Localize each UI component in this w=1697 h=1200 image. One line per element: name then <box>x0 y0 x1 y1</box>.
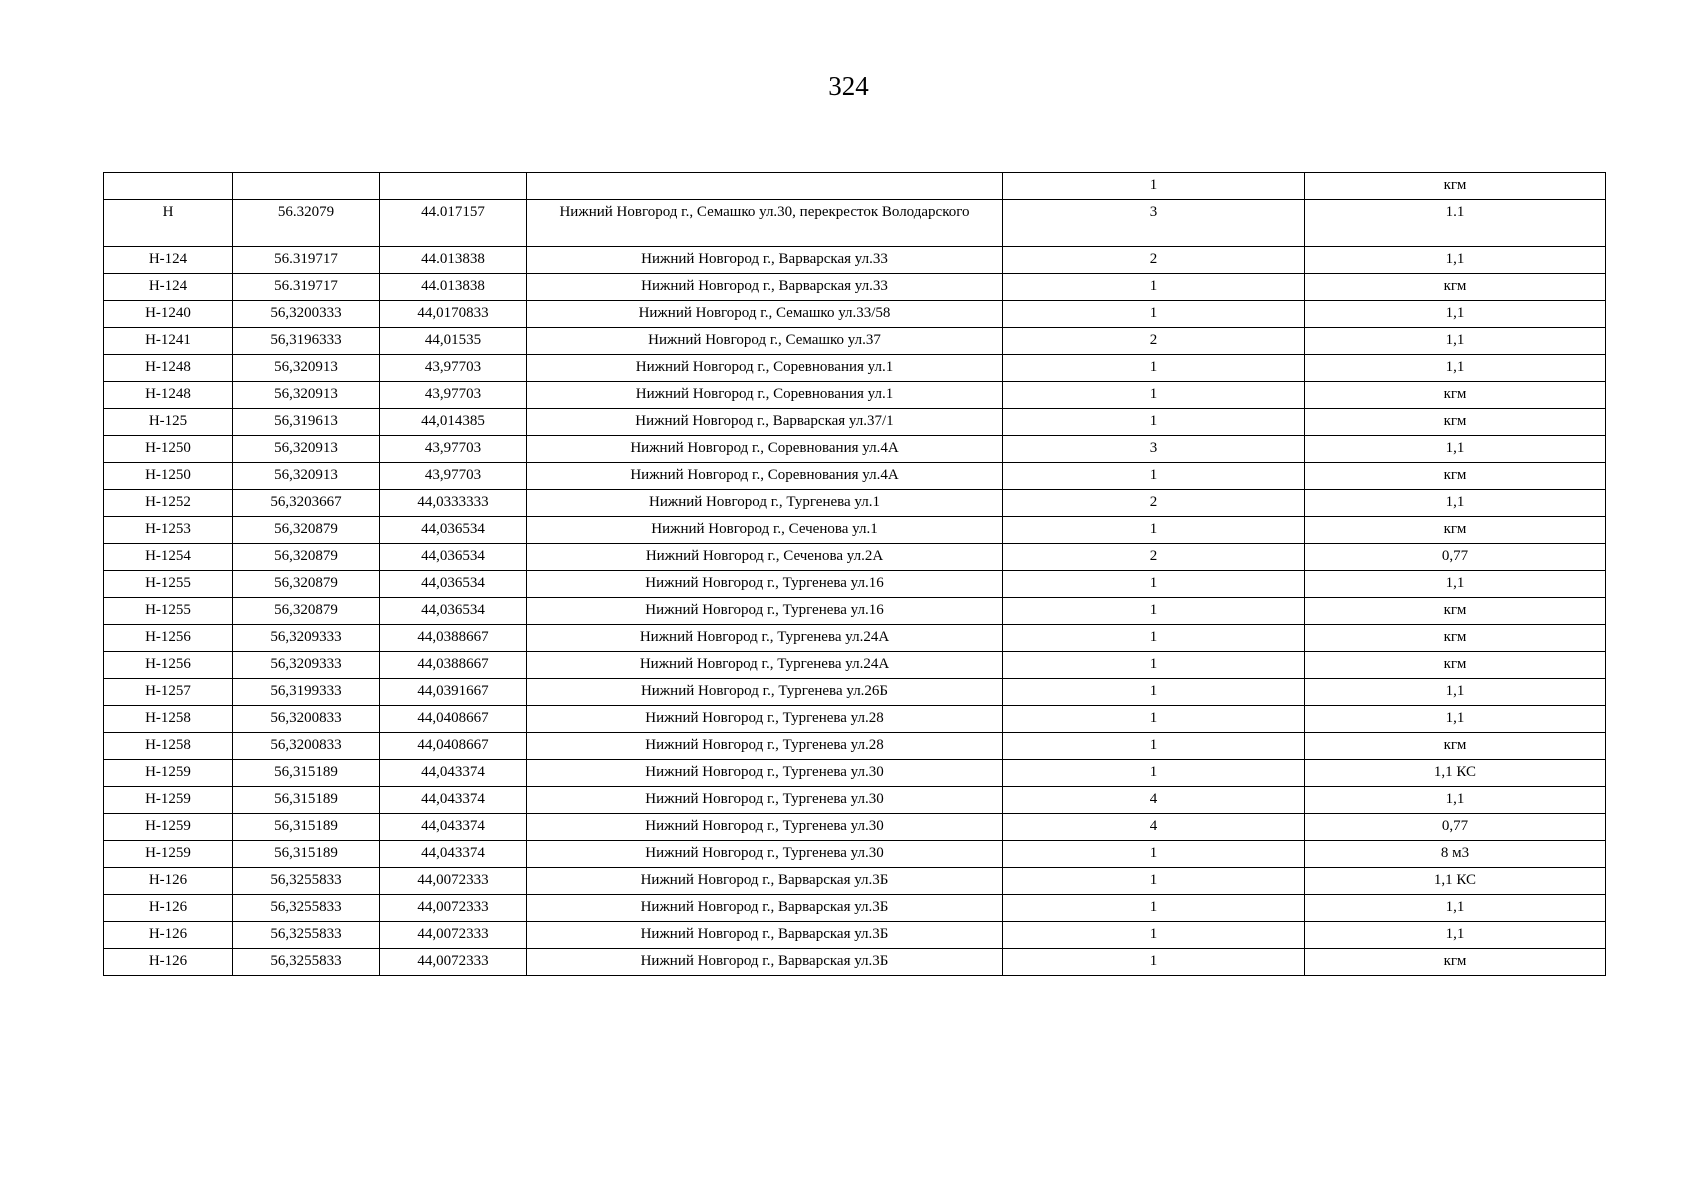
count-cell: 1 <box>1003 409 1305 436</box>
point-id-cell: Н-126 <box>104 895 233 922</box>
volume-cell: 1,1 <box>1305 706 1606 733</box>
count-cell: 1 <box>1003 706 1305 733</box>
address-cell: Нижний Новгород г., Семашко ул.33/58 <box>527 301 1003 328</box>
volume-cell: 1,1 <box>1305 328 1606 355</box>
longitude-cell: 44,036534 <box>380 517 527 544</box>
longitude-cell: 44,036534 <box>380 598 527 625</box>
address-cell: Нижний Новгород г., Тургенева ул.26Б <box>527 679 1003 706</box>
longitude-cell: 44,0170833 <box>380 301 527 328</box>
table-row <box>104 544 1606 571</box>
count-cell: 1 <box>1003 868 1305 895</box>
volume-cell: 8 м3 <box>1305 841 1606 868</box>
volume-cell: 1,1 <box>1305 571 1606 598</box>
longitude-cell <box>380 173 527 200</box>
count-cell: 1 <box>1003 625 1305 652</box>
point-id-cell: Н-1248 <box>104 355 233 382</box>
point-id-cell: Н-1259 <box>104 787 233 814</box>
latitude-cell: 56,320879 <box>233 571 380 598</box>
point-id-cell: Н-1255 <box>104 598 233 625</box>
volume-cell: 1,1 КС <box>1305 868 1606 895</box>
address-cell: Нижний Новгород г., Сеченова ул.2А <box>527 544 1003 571</box>
point-id-cell: Н-1256 <box>104 652 233 679</box>
address-cell: Нижний Новгород г., Тургенева ул.28 <box>527 733 1003 760</box>
table-row <box>104 382 1606 409</box>
point-id-cell: Н-1240 <box>104 301 233 328</box>
point-id-cell: Н-1241 <box>104 328 233 355</box>
count-cell: 1 <box>1003 733 1305 760</box>
volume-cell: кгм <box>1305 652 1606 679</box>
longitude-cell: 44,0072333 <box>380 949 527 976</box>
latitude-cell: 56,3255833 <box>233 868 380 895</box>
longitude-cell: 44,01535 <box>380 328 527 355</box>
count-cell: 2 <box>1003 544 1305 571</box>
address-cell: Нижний Новгород г., Варварская ул.3Б <box>527 895 1003 922</box>
count-cell: 2 <box>1003 247 1305 274</box>
latitude-cell: 56,3255833 <box>233 895 380 922</box>
volume-cell: кгм <box>1305 625 1606 652</box>
page-number: 324 <box>828 71 869 101</box>
point-id-cell: Н <box>104 200 233 247</box>
address-cell: Нижний Новгород г., Соревнования ул.1 <box>527 382 1003 409</box>
table-row <box>104 247 1606 274</box>
table-row <box>104 173 1606 200</box>
point-id-cell: Н-1258 <box>104 733 233 760</box>
longitude-cell: 44,0388667 <box>380 625 527 652</box>
volume-cell: 1,1 КС <box>1305 760 1606 787</box>
count-cell: 1 <box>1003 274 1305 301</box>
latitude-cell: 56,3209333 <box>233 652 380 679</box>
address-cell: Нижний Новгород г., Тургенева ул.30 <box>527 760 1003 787</box>
count-cell: 2 <box>1003 328 1305 355</box>
longitude-cell: 44,036534 <box>380 544 527 571</box>
point-id-cell: Н-1259 <box>104 814 233 841</box>
volume-cell: 0,77 <box>1305 544 1606 571</box>
address-cell: Нижний Новгород г., Тургенева ул.1 <box>527 490 1003 517</box>
longitude-cell: 43,97703 <box>380 463 527 490</box>
table-row <box>104 598 1606 625</box>
count-cell: 4 <box>1003 814 1305 841</box>
table-row <box>104 922 1606 949</box>
point-id-cell: Н-126 <box>104 868 233 895</box>
table-row <box>104 301 1606 328</box>
longitude-cell: 44,0072333 <box>380 895 527 922</box>
count-cell: 1 <box>1003 679 1305 706</box>
longitude-cell: 44.013838 <box>380 247 527 274</box>
count-cell: 1 <box>1003 173 1305 200</box>
table-row <box>104 436 1606 463</box>
address-cell: Нижний Новгород г., Тургенева ул.16 <box>527 598 1003 625</box>
table-row <box>104 787 1606 814</box>
count-cell: 3 <box>1003 436 1305 463</box>
volume-cell: кгм <box>1305 274 1606 301</box>
address-cell: Нижний Новгород г., Варварская ул.33 <box>527 274 1003 301</box>
volume-cell: кгм <box>1305 463 1606 490</box>
count-cell: 1 <box>1003 517 1305 544</box>
count-cell: 1 <box>1003 895 1305 922</box>
table-row <box>104 409 1606 436</box>
volume-cell: 1,1 <box>1305 247 1606 274</box>
point-id-cell: Н-126 <box>104 949 233 976</box>
address-cell: Нижний Новгород г., Тургенева ул.16 <box>527 571 1003 598</box>
table-row <box>104 652 1606 679</box>
address-cell: Нижний Новгород г., Тургенева ул.28 <box>527 706 1003 733</box>
longitude-cell: 44,0072333 <box>380 868 527 895</box>
volume-cell: кгм <box>1305 949 1606 976</box>
latitude-cell: 56,3255833 <box>233 949 380 976</box>
count-cell: 2 <box>1003 490 1305 517</box>
volume-cell: 1,1 <box>1305 301 1606 328</box>
longitude-cell: 43,97703 <box>380 436 527 463</box>
longitude-cell: 44,0333333 <box>380 490 527 517</box>
table-row <box>104 841 1606 868</box>
point-id-cell: Н-1248 <box>104 382 233 409</box>
volume-cell: кгм <box>1305 517 1606 544</box>
count-cell: 1 <box>1003 355 1305 382</box>
volume-cell: 1,1 <box>1305 355 1606 382</box>
address-cell: Нижний Новгород г., Соревнования ул.4А <box>527 463 1003 490</box>
address-cell <box>527 173 1003 200</box>
longitude-cell: 43,97703 <box>380 382 527 409</box>
address-cell: Нижний Новгород г., Варварская ул.37/1 <box>527 409 1003 436</box>
table-row <box>104 200 1606 247</box>
volume-cell: 1,1 <box>1305 490 1606 517</box>
longitude-cell: 44.017157 <box>380 200 527 247</box>
volume-cell: 1,1 <box>1305 436 1606 463</box>
longitude-cell: 44,0072333 <box>380 922 527 949</box>
latitude-cell: 56,320913 <box>233 436 380 463</box>
volume-cell: 1,1 <box>1305 787 1606 814</box>
latitude-cell: 56,320913 <box>233 355 380 382</box>
latitude-cell: 56,3200333 <box>233 301 380 328</box>
count-cell: 1 <box>1003 922 1305 949</box>
latitude-cell <box>233 173 380 200</box>
table-row <box>104 571 1606 598</box>
registry-table-body <box>104 173 1606 976</box>
address-cell: Нижний Новгород г., Тургенева ул.30 <box>527 841 1003 868</box>
longitude-cell: 44,043374 <box>380 814 527 841</box>
latitude-cell: 56,319613 <box>233 409 380 436</box>
address-cell: Нижний Новгород г., Варварская ул.3Б <box>527 949 1003 976</box>
point-id-cell: Н-124 <box>104 274 233 301</box>
address-cell: Нижний Новгород г., Семашко ул.30, перекресток Володарского <box>527 200 1003 247</box>
point-id-cell: Н-1258 <box>104 706 233 733</box>
latitude-cell: 56,320879 <box>233 517 380 544</box>
address-cell: Нижний Новгород г., Тургенева ул.24А <box>527 652 1003 679</box>
table-row <box>104 517 1606 544</box>
point-id-cell: Н-125 <box>104 409 233 436</box>
volume-cell: кгм <box>1305 173 1606 200</box>
latitude-cell: 56,3209333 <box>233 625 380 652</box>
address-cell: Нижний Новгород г., Варварская ул.3Б <box>527 922 1003 949</box>
count-cell: 4 <box>1003 787 1305 814</box>
table-row <box>104 463 1606 490</box>
table-row <box>104 895 1606 922</box>
longitude-cell: 44,043374 <box>380 787 527 814</box>
count-cell: 1 <box>1003 598 1305 625</box>
latitude-cell: 56,315189 <box>233 760 380 787</box>
volume-cell: кгм <box>1305 382 1606 409</box>
address-cell: Нижний Новгород г., Соревнования ул.1 <box>527 355 1003 382</box>
volume-cell: 1,1 <box>1305 679 1606 706</box>
volume-cell: 1,1 <box>1305 922 1606 949</box>
count-cell: 1 <box>1003 949 1305 976</box>
latitude-cell: 56.319717 <box>233 247 380 274</box>
point-id-cell: Н-1250 <box>104 463 233 490</box>
table-row <box>104 274 1606 301</box>
latitude-cell: 56,3196333 <box>233 328 380 355</box>
volume-cell: кгм <box>1305 733 1606 760</box>
longitude-cell: 44,036534 <box>380 571 527 598</box>
point-id-cell: Н-1253 <box>104 517 233 544</box>
count-cell: 1 <box>1003 760 1305 787</box>
latitude-cell: 56,315189 <box>233 841 380 868</box>
address-cell: Нижний Новгород г., Соревнования ул.4А <box>527 436 1003 463</box>
address-cell: Нижний Новгород г., Семашко ул.37 <box>527 328 1003 355</box>
table-row <box>104 706 1606 733</box>
count-cell: 1 <box>1003 841 1305 868</box>
table-row <box>104 355 1606 382</box>
point-id-cell: Н-1252 <box>104 490 233 517</box>
longitude-cell: 44,0391667 <box>380 679 527 706</box>
longitude-cell: 44,0408667 <box>380 733 527 760</box>
count-cell: 1 <box>1003 463 1305 490</box>
point-id-cell: Н-126 <box>104 922 233 949</box>
latitude-cell: 56,320879 <box>233 544 380 571</box>
count-cell: 1 <box>1003 382 1305 409</box>
table-row <box>104 328 1606 355</box>
point-id-cell <box>104 173 233 200</box>
point-id-cell: Н-1254 <box>104 544 233 571</box>
count-cell: 1 <box>1003 301 1305 328</box>
latitude-cell: 56,315189 <box>233 814 380 841</box>
latitude-cell: 56,3200833 <box>233 733 380 760</box>
address-cell: Нижний Новгород г., Сеченова ул.1 <box>527 517 1003 544</box>
address-cell: Нижний Новгород г., Варварская ул.33 <box>527 247 1003 274</box>
count-cell: 1 <box>1003 652 1305 679</box>
latitude-cell: 56,3255833 <box>233 922 380 949</box>
address-cell: Нижний Новгород г., Варварская ул.3Б <box>527 868 1003 895</box>
latitude-cell: 56,3199333 <box>233 679 380 706</box>
volume-cell: кгм <box>1305 409 1606 436</box>
latitude-cell: 56,320913 <box>233 382 380 409</box>
latitude-cell: 56,315189 <box>233 787 380 814</box>
address-cell: Нижний Новгород г., Тургенева ул.30 <box>527 787 1003 814</box>
count-cell: 3 <box>1003 200 1305 247</box>
longitude-cell: 44.013838 <box>380 274 527 301</box>
table-row <box>104 760 1606 787</box>
table-row <box>104 814 1606 841</box>
point-id-cell: Н-1259 <box>104 841 233 868</box>
longitude-cell: 44,043374 <box>380 760 527 787</box>
point-id-cell: Н-1250 <box>104 436 233 463</box>
longitude-cell: 43,97703 <box>380 355 527 382</box>
volume-cell: 0,77 <box>1305 814 1606 841</box>
latitude-cell: 56,3200833 <box>233 706 380 733</box>
latitude-cell: 56.319717 <box>233 274 380 301</box>
latitude-cell: 56.32079 <box>233 200 380 247</box>
count-cell: 1 <box>1003 571 1305 598</box>
point-id-cell: Н-124 <box>104 247 233 274</box>
registry-table <box>103 172 1606 976</box>
address-cell: Нижний Новгород г., Тургенева ул.30 <box>527 814 1003 841</box>
table-row <box>104 490 1606 517</box>
longitude-cell: 44,014385 <box>380 409 527 436</box>
point-id-cell: Н-1259 <box>104 760 233 787</box>
longitude-cell: 44,043374 <box>380 841 527 868</box>
table-row <box>104 733 1606 760</box>
point-id-cell: Н-1256 <box>104 625 233 652</box>
table-row <box>104 679 1606 706</box>
volume-cell: 1,1 <box>1305 895 1606 922</box>
latitude-cell: 56,320879 <box>233 598 380 625</box>
latitude-cell: 56,3203667 <box>233 490 380 517</box>
table-row <box>104 949 1606 976</box>
longitude-cell: 44,0388667 <box>380 652 527 679</box>
point-id-cell: Н-1255 <box>104 571 233 598</box>
volume-cell: 1.1 <box>1305 200 1606 247</box>
point-id-cell: Н-1257 <box>104 679 233 706</box>
volume-cell: кгм <box>1305 598 1606 625</box>
longitude-cell: 44,0408667 <box>380 706 527 733</box>
address-cell: Нижний Новгород г., Тургенева ул.24А <box>527 625 1003 652</box>
table-row <box>104 868 1606 895</box>
latitude-cell: 56,320913 <box>233 463 380 490</box>
table-row <box>104 625 1606 652</box>
